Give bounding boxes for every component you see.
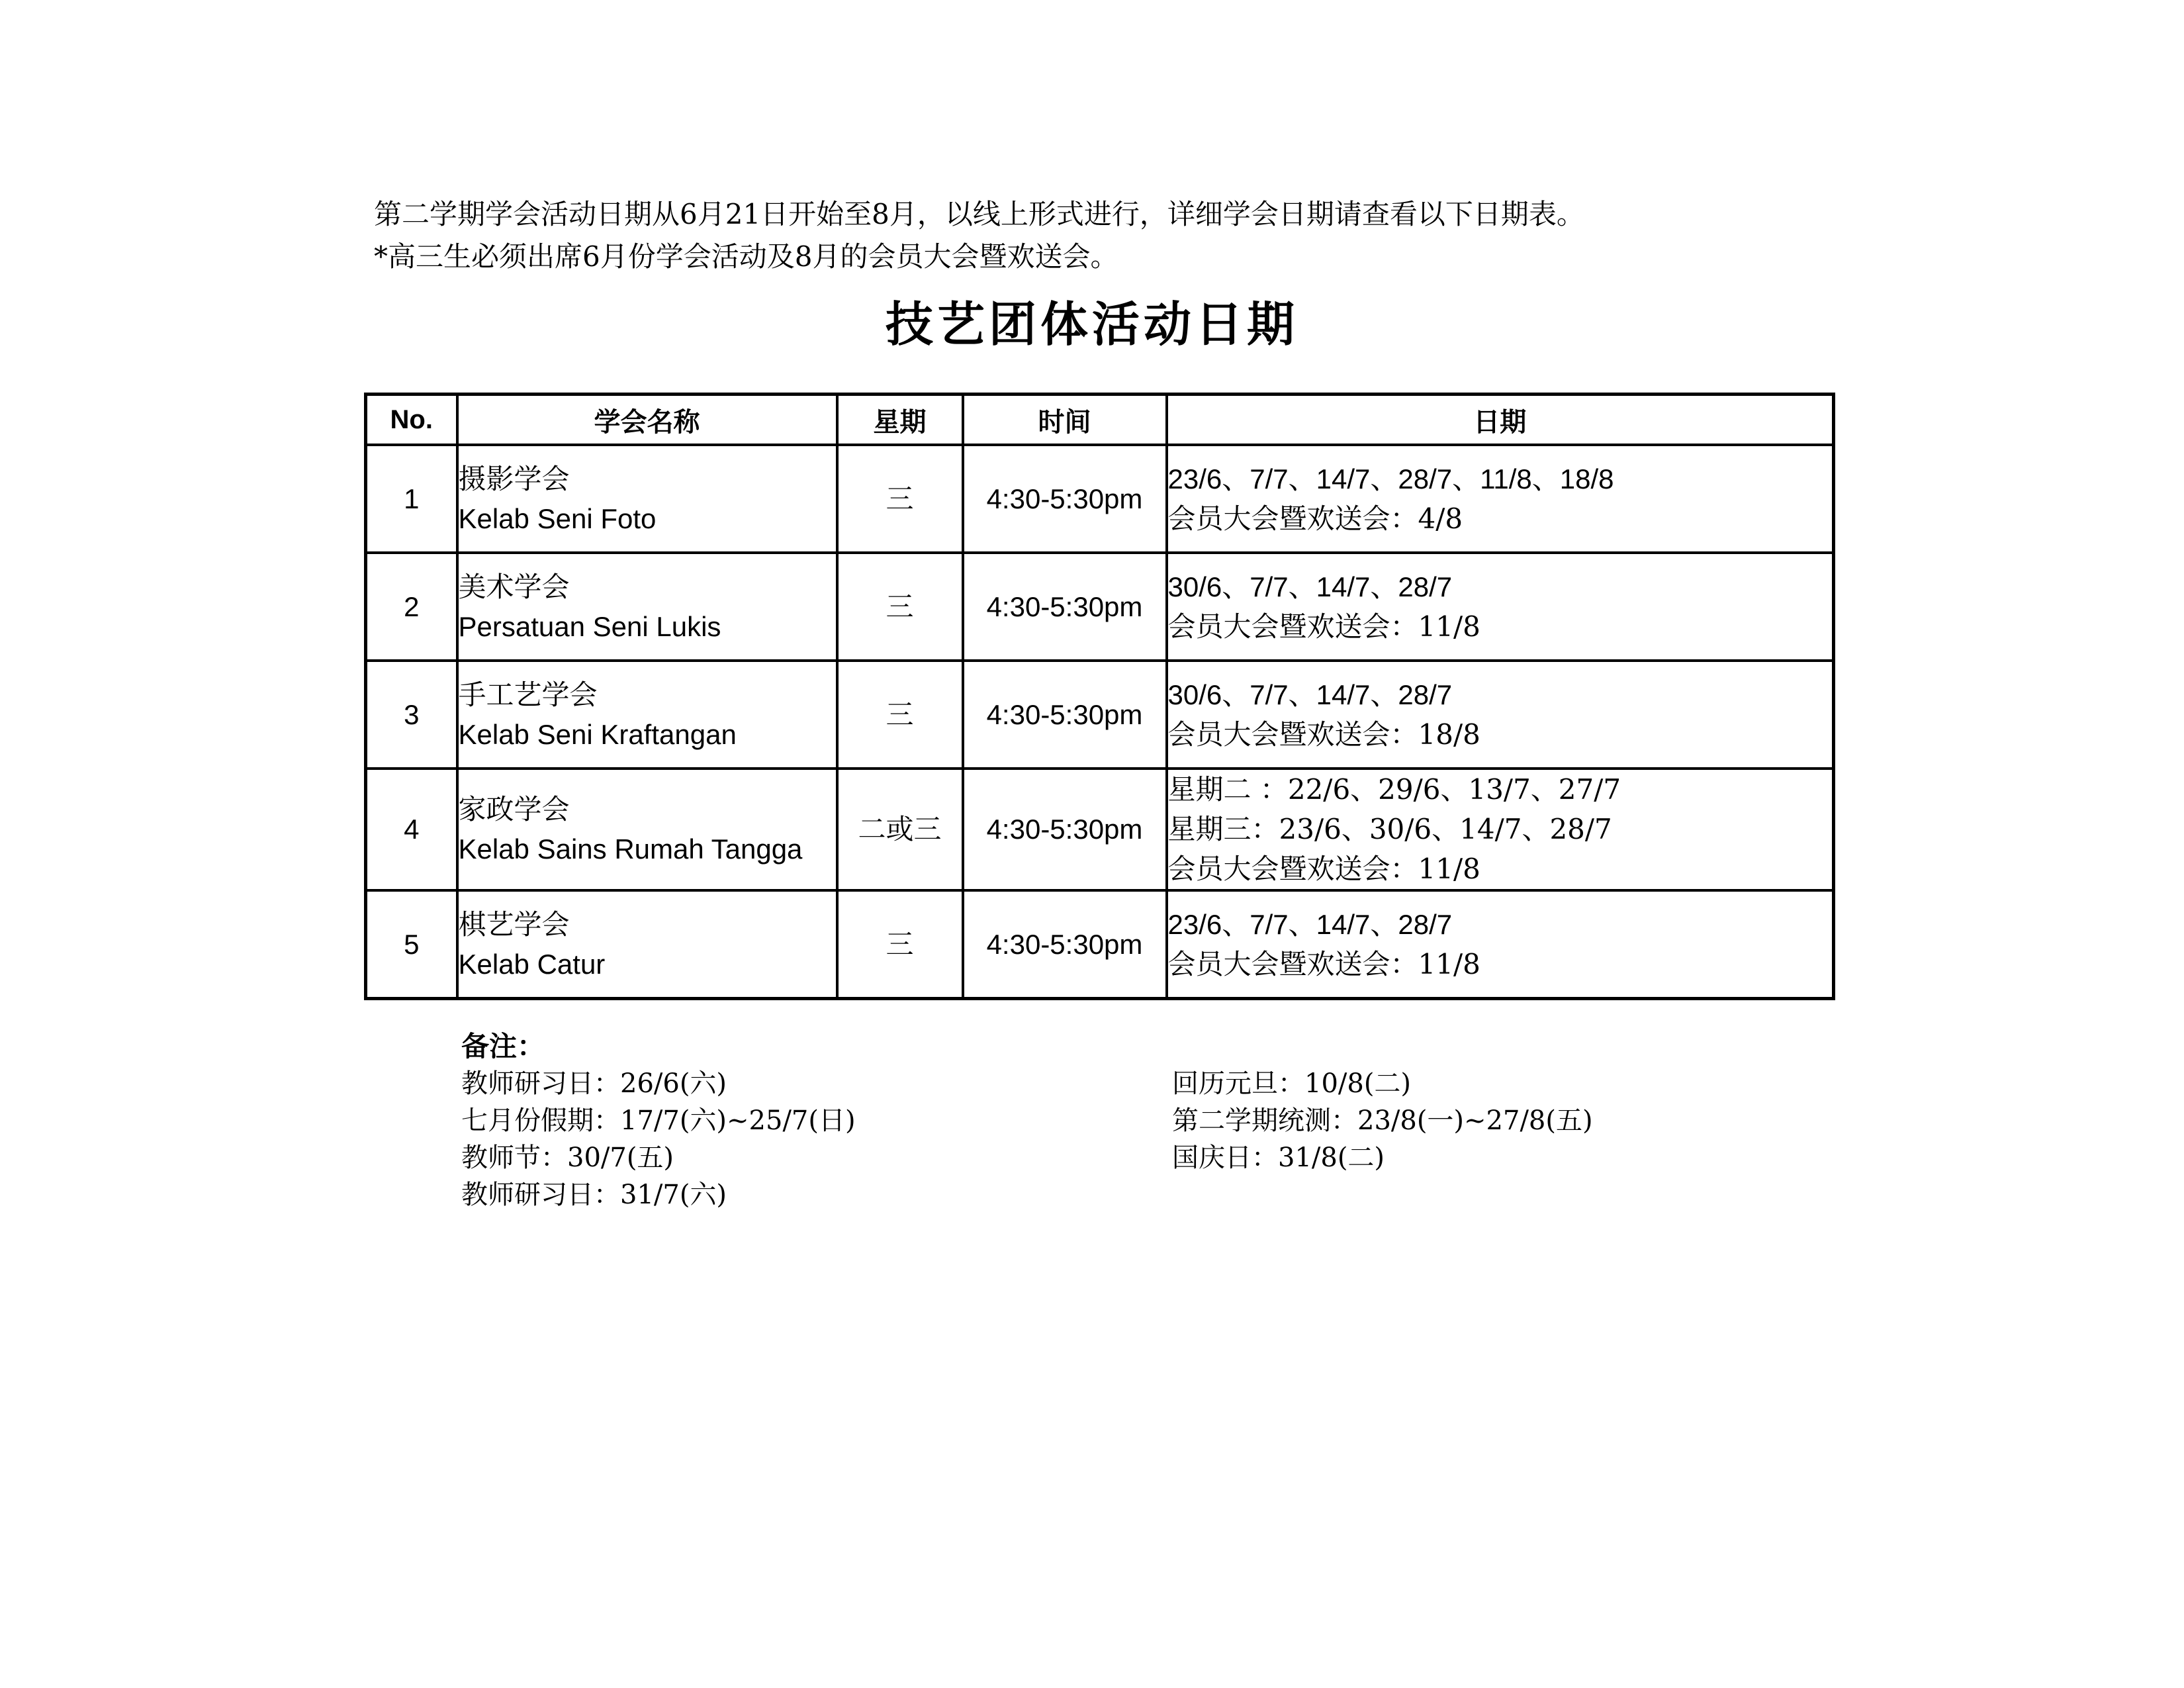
dates-line: 会员大会暨欢送会：18/8: [1167, 718, 1480, 751]
intro-text: [374, 193, 1584, 278]
club-name-malay: Kelab Sains Rumah Tangga: [458, 833, 803, 865]
header-name: 学会名称: [457, 395, 837, 445]
time-cell: 4:30-5:30pm: [963, 661, 1167, 769]
note-item: 第二学期统测：23/8(一)~27/8(五): [1172, 1105, 1593, 1136]
note-item: 教师节：30/7(五): [461, 1143, 674, 1173]
header-time: 时间: [963, 395, 1167, 445]
club-name-cell: [457, 890, 837, 999]
time-cell: 4:30-5:30pm: [963, 553, 1167, 661]
page-title: 技艺团体活动日期: [885, 296, 1298, 352]
dates-line: 23/6、7/7、14/7、28/7、11/8、18/8: [1167, 463, 1614, 494]
dates-line: 23/6、7/7、14/7、28/7: [1167, 908, 1453, 940]
table-row: [366, 890, 1834, 999]
dates-cell: [1167, 445, 1834, 553]
row-number: 3: [366, 661, 457, 769]
intro-line-1: 第二学期学会活动日期从6月21日开始至8月，以线上形式进行，详细学会日期请查看以下日期表。: [374, 198, 1584, 230]
dates-line: 30/6、7/7、14/7、28/7: [1167, 571, 1453, 602]
dates-line: 会员大会暨欢送会：11/8: [1167, 610, 1480, 643]
club-name-malay: Kelab Seni Kraftangan: [458, 718, 737, 750]
time-cell: 4:30-5:30pm: [963, 445, 1167, 553]
intro-line-2: *高三生必须出席6月份学会活动及8月的会员大会暨欢送会。: [374, 240, 1118, 273]
table-row: [366, 553, 1834, 661]
schedule-table: [364, 393, 1835, 1000]
weekday-cell: 三: [837, 445, 963, 553]
dates-cell: [1167, 890, 1834, 999]
header-day: 星期: [837, 395, 963, 445]
dates-line: 星期三：23/6、30/6、14/7、28/7: [1167, 813, 1612, 845]
club-name-chinese: 摄影学会: [458, 462, 570, 495]
dates-line: 会员大会暨欢送会：11/8: [1167, 947, 1480, 980]
dates-line: 30/6、7/7、14/7、28/7: [1167, 679, 1453, 710]
weekday-cell: 三: [837, 553, 963, 661]
club-name-malay: Kelab Seni Foto: [458, 502, 657, 534]
club-name-malay: Persatuan Seni Lukis: [458, 610, 721, 642]
table-row: [366, 445, 1834, 553]
weekday-cell: 二或三: [837, 769, 963, 890]
club-name-chinese: 美术学会: [458, 570, 570, 603]
header-date: 日期: [1167, 395, 1834, 445]
row-number: 4: [366, 769, 457, 890]
note-item: 回历元旦：10/8(二): [1172, 1068, 1412, 1099]
dates-line: 会员大会暨欢送会：11/8: [1167, 853, 1480, 885]
note-item: 七月份假期：17/7(六)~25/7(日): [461, 1105, 856, 1136]
dates-cell: [1167, 769, 1834, 890]
dates-cell: [1167, 553, 1834, 661]
notes-left-column: [461, 1065, 856, 1213]
club-name-cell: [457, 661, 837, 769]
header-no: No.: [366, 395, 457, 445]
table-header-row: [366, 395, 1834, 445]
row-number: 5: [366, 890, 457, 999]
dates-line: 会员大会暨欢送会：4/8: [1167, 502, 1463, 535]
club-name-cell: [457, 553, 837, 661]
note-item: 教师研习日：31/7(六): [461, 1180, 727, 1210]
club-name-cell: [457, 445, 837, 553]
notes-heading: 备注：: [461, 1030, 545, 1062]
weekday-cell: 三: [837, 661, 963, 769]
club-name-chinese: 家政学会: [458, 793, 570, 825]
time-cell: 4:30-5:30pm: [963, 769, 1167, 890]
dates-cell: [1167, 661, 1834, 769]
weekday-cell: 三: [837, 890, 963, 999]
dates-line: 星期二 ：22/6、29/6、13/7、27/7: [1167, 773, 1621, 806]
club-name-chinese: 棋艺学会: [458, 908, 570, 941]
note-item: 教师研习日：26/6(六): [461, 1068, 727, 1099]
notes-right-column: [1172, 1065, 1593, 1176]
time-cell: 4:30-5:30pm: [963, 890, 1167, 999]
note-item: 国庆日：31/8(二): [1172, 1143, 1385, 1173]
notes-section: [461, 1028, 1593, 1210]
club-name-malay: Kelab Catur: [458, 948, 606, 980]
row-number: 1: [366, 445, 457, 553]
table-row: [366, 661, 1834, 769]
row-number: 2: [366, 553, 457, 661]
table-row: [366, 769, 1834, 890]
club-name-chinese: 手工艺学会: [458, 678, 598, 711]
club-name-cell: [457, 769, 837, 890]
